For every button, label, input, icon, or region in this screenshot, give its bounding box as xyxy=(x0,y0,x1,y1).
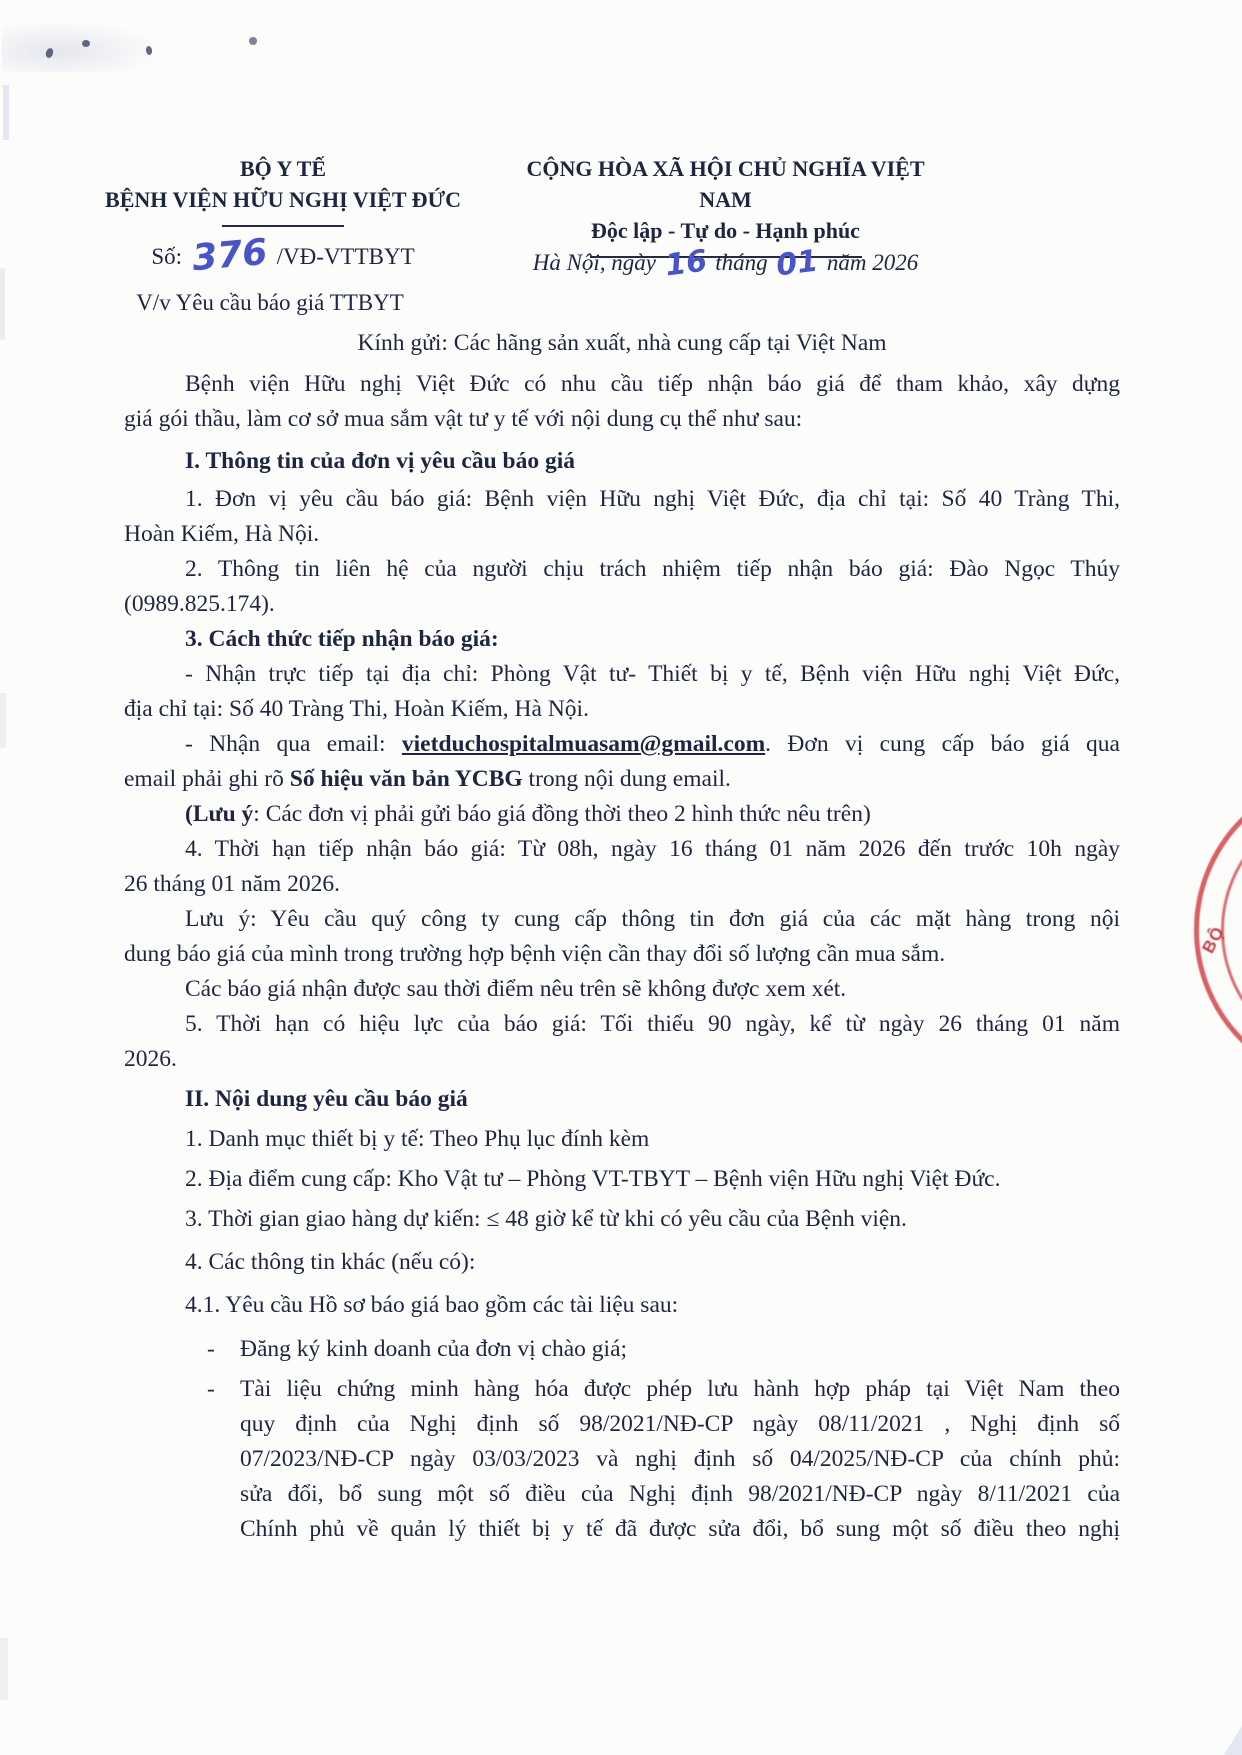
text-run: giá gói thầu, làm cơ sở mua sắm vật tư y tế với nội dung cụ thể như sau: xyxy=(124,406,803,432)
text-run: 26 tháng 01 năm 2026. xyxy=(124,871,341,897)
text-line xyxy=(124,1007,1120,1042)
text-line xyxy=(124,797,1120,832)
text-line xyxy=(124,727,1120,762)
national-header xyxy=(498,153,953,258)
text-line xyxy=(124,1332,1120,1367)
date-line xyxy=(498,243,953,284)
text-line xyxy=(124,657,1120,692)
scan-artifact xyxy=(0,1638,8,1700)
hospital-name: BỆNH VIỆN HỮU NGHỊ VIỆT ĐỨC xyxy=(105,187,461,212)
text-run: 3. Thời gian giao hàng dự kiến: ≤ 48 giờ kể từ khi có yêu cầu của Bệnh viện. xyxy=(185,1206,907,1232)
text-line xyxy=(124,1082,1120,1117)
handwritten-month: 01 xyxy=(774,243,821,284)
text-run: I. Thông tin của đơn vị yêu cầu báo giá xyxy=(185,448,575,474)
text-run: (0989.825.174). xyxy=(124,591,275,617)
text-run: 1. Danh mục thiết bị y tế: Theo Phụ lục đính kèm xyxy=(185,1126,650,1152)
stamp-text: BỘ xyxy=(1198,923,1229,957)
handwritten-day: 16 xyxy=(663,243,709,284)
text-run: trong nội dung email. xyxy=(522,766,731,792)
date-part1: Hà Nội, ngày xyxy=(532,250,657,275)
text-line xyxy=(124,587,1120,622)
text-run: 3. Cách thức tiếp nhận báo giá: xyxy=(185,626,499,652)
text-run: 2. Địa điểm cung cấp: Kho Vật tư – Phòng VT-TBYT – Bệnh viện Hữu nghị Việt Đức. xyxy=(185,1166,1001,1192)
text-line xyxy=(124,937,1120,972)
text-line xyxy=(124,867,1120,902)
text-run: 4.1. Yêu cầu Hồ sơ báo giá bao gồm các tài liệu sau: xyxy=(185,1292,679,1318)
text-run: Bệnh viện Hữu nghị Việt Đức có nhu cầu tiếp nhận báo giá để tham khảo, xây dựng xyxy=(185,371,1120,397)
text-line xyxy=(124,367,1120,402)
scan-artifact xyxy=(1224,1726,1242,1755)
text-run: dung báo giá của mình trong trường hợp bệnh viện cần thay đổi số lượng cần mua sắm. xyxy=(124,941,946,967)
text-line xyxy=(124,1288,1120,1323)
text-run: 5. Thời hạn có hiệu lực của báo giá: Tối thiểu 90 ngày, kể từ ngày 26 tháng 01 năm xyxy=(185,1011,1120,1037)
text-run: Chính phủ về quản lý thiết bị y tế đã được sửa đổi, bổ sung một số điều theo nghị xyxy=(240,1516,1120,1542)
header-underline xyxy=(222,225,344,227)
text-run: 07/2023/NĐ-CP ngày 03/03/2023 và nghị định số 04/2025/NĐ-CP của chính phủ: xyxy=(240,1446,1120,1472)
text-line xyxy=(124,1042,1120,1077)
text-run: Kính gửi: Các hãng sản xuất, nhà cung cấp tại Việt Nam xyxy=(357,330,887,356)
country-motto-line2: Độc lập - Tự do - Hạnh phúc xyxy=(591,218,860,243)
document-body xyxy=(124,326,1120,1547)
date-part3: năm 2026 xyxy=(826,250,919,275)
text-line xyxy=(124,972,1120,1007)
text-line xyxy=(124,1372,1120,1407)
bullet-dash: - xyxy=(207,1376,215,1402)
stamp-outer-ring xyxy=(1194,772,1242,1088)
scan-artifact xyxy=(0,693,6,748)
text-run: Số hiệu văn bản YCBG xyxy=(289,766,523,792)
text-line xyxy=(124,552,1120,587)
text-line xyxy=(124,1162,1120,1197)
text-line xyxy=(124,402,1120,437)
text-line xyxy=(124,444,1120,479)
text-run: . Đơn vị cung cấp báo giá qua xyxy=(765,731,1120,757)
text-line xyxy=(124,832,1120,867)
text-line xyxy=(124,1512,1120,1547)
text-line xyxy=(124,1442,1120,1477)
text-line xyxy=(124,902,1120,937)
handwritten-doc-number: 376 xyxy=(190,231,269,280)
text-line xyxy=(124,622,1120,657)
text-run: địa chỉ tại: Số 40 Tràng Thi, Hoàn Kiếm, Hà Nội. xyxy=(124,696,589,722)
date-part2: tháng xyxy=(715,250,768,275)
text-run: - Nhận qua email: xyxy=(185,731,402,757)
text-line xyxy=(124,1202,1120,1237)
text-run: Đăng ký kinh doanh của đơn vị chào giá; xyxy=(240,1336,628,1362)
text-run: (Lưu ý xyxy=(185,801,254,827)
text-run: email phải ghi rõ xyxy=(124,766,290,792)
scan-artifact xyxy=(3,85,9,140)
ref-code: /VĐ-VTTBYT xyxy=(276,244,415,269)
text-run: sửa đổi, bổ sung một số điều của Nghị định 98/2021/NĐ-CP ngày 8/11/2021 của xyxy=(240,1481,1120,1507)
issuer-header xyxy=(83,153,483,227)
text-line xyxy=(124,692,1120,727)
text-run: : Các đơn vị phải gửi báo giá đồng thời theo 2 hình thức nêu trên) xyxy=(253,801,871,827)
text-run: 2. Thông tin liên hệ của người chịu trách nhiệm tiếp nhận báo giá: Đào Ngọc Thúy xyxy=(185,556,1120,582)
text-run: vietduchospitalmuasam@gmail.com xyxy=(401,731,766,757)
text-run: - Nhận trực tiếp tại địa chỉ: Phòng Vật tư- Thiết bị y tế, Bệnh viện Hữu nghị Việt Đức, xyxy=(185,661,1120,687)
text-line xyxy=(124,1245,1120,1280)
text-line xyxy=(124,326,1120,361)
country-motto-line1: CỘNG HÒA XÃ HỘI CHỦ NGHĨA VIỆT NAM xyxy=(526,156,925,212)
text-line xyxy=(124,517,1120,552)
text-run: 4. Thời hạn tiếp nhận báo giá: Từ 08h, ngày 16 tháng 01 năm 2026 đến trước 10h ngày xyxy=(185,836,1120,862)
text-run: quy định của Nghị định số 98/2021/NĐ-CP ngày 08/11/2021 , Nghị định số xyxy=(240,1411,1120,1437)
text-run: Hoàn Kiếm, Hà Nội. xyxy=(124,521,320,547)
ref-label: Số: xyxy=(151,244,183,269)
bullet-dash: - xyxy=(207,1336,215,1362)
text-run: 4. Các thông tin khác (nếu có): xyxy=(185,1249,476,1275)
text-line xyxy=(124,762,1120,797)
scan-artifact xyxy=(249,37,257,45)
text-run: Lưu ý: Yêu cầu quý công ty cung cấp thông tin đơn giá của các mặt hàng trong nội xyxy=(185,906,1120,932)
reference-number xyxy=(83,231,483,280)
subject-line: V/v Yêu cầu báo giá TTBYT xyxy=(136,290,404,315)
text-line xyxy=(124,482,1120,517)
scan-artifact xyxy=(82,40,90,47)
text-run: Các báo giá nhận được sau thời điểm nêu trên sẽ không được xem xét. xyxy=(185,976,847,1002)
text-line xyxy=(124,1477,1120,1512)
stamp-inner-ring xyxy=(1221,799,1242,1061)
text-line xyxy=(124,1122,1120,1157)
text-run: Tài liệu chứng minh hàng hóa được phép lưu hành hợp pháp tại Việt Nam theo xyxy=(240,1376,1120,1402)
scan-artifact xyxy=(0,268,5,340)
text-run: II. Nội dung yêu cầu báo giá xyxy=(185,1086,468,1112)
scan-smudge xyxy=(2,20,162,72)
text-run: 2026. xyxy=(124,1046,177,1072)
text-line xyxy=(124,1407,1120,1442)
text-run: 1. Đơn vị yêu cầu báo giá: Bệnh viện Hữu nghị Việt Đức, địa chỉ tại: Số 40 Tràng Thi, xyxy=(185,486,1120,512)
ministry-name: BỘ Y TẾ xyxy=(240,156,326,181)
